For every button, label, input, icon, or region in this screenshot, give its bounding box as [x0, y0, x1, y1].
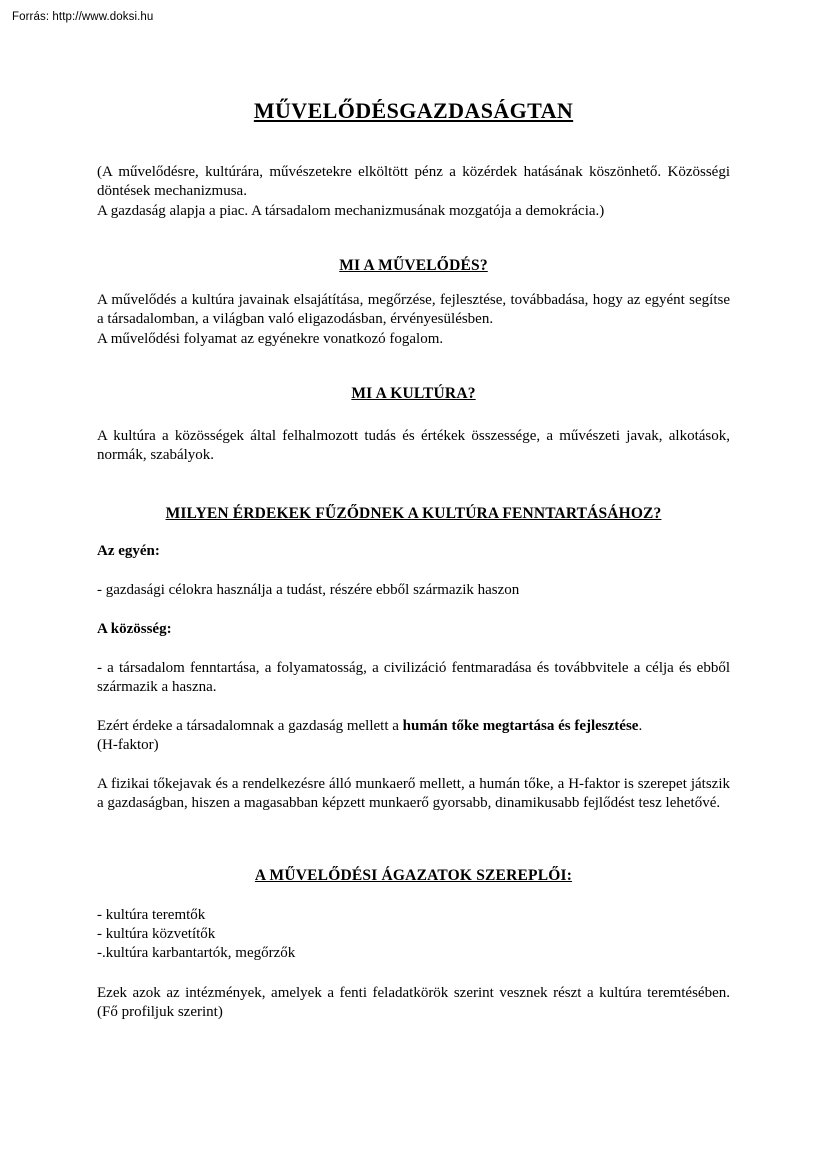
intro-paragraph: (A művelődésre, kultúrára, művészetekre elköltött pénz a közérdek hatásának köszönhető. Közösségi döntések mechanizmusa.: [97, 164, 730, 200]
page-title: MŰVELŐDÉSGAZDASÁGTAN: [253, 98, 574, 123]
section-paragraph-kultura: A kultúra a közösségek által felhalmozott tudás és értékek összessége, a művészeti javak, alkotások, normák, szabályok.: [97, 428, 730, 464]
paragraph-human-toke-post: .: [638, 718, 643, 734]
paragraph-fizikai-tokejavak: A fizikai tőkejavak és a rendelkezésre álló munkaerő mellett, a humán tőke, a H-faktor is szerepet játszik a gazdaságban, hiszen a magasabban képzett munkaerő gyorsabb, dinamikusabb fejlődést tesz lehetővé.: [97, 776, 730, 812]
intro-paragraph-line3: A gazdaság alapja a piac. A társadalom mechanizmusának mozgatója a demokrácia.): [97, 203, 605, 219]
section-heading-mi-a-muvelodes: MI A MŰVELŐDÉS?: [339, 257, 488, 274]
paragraph-h-faktor: (H-faktor): [97, 737, 159, 753]
paragraph-human-toke: [97, 717, 730, 736]
sublabel-az-egyen: Az egyén:: [97, 543, 160, 559]
sublabel-a-kozosseg: A közösség:: [97, 621, 172, 637]
closing-paragraph: Ezek azok az intézmények, amelyek a fenti feladatkörök szerint vesznek részt a kultúra teremtésében. (Fő profiljuk szerint): [97, 985, 730, 1021]
section-paragraph-muvelodes: A művelődés a kultúra javainak elsajátítása, megőrzése, fejlesztése, továbbadása, hogy az egyént segítse a társadalomban, a világban való eligazodásban, érvényesülésben.: [97, 292, 730, 328]
sub2-text-kozosseg: - a társadalom fenntartása, a folyamatosság, a civilizáció fentmaradása és továbbvitele a célja és ebből származik a haszna.: [97, 660, 730, 696]
section-heading-agazatok-szereploi: A MŰVELŐDÉSI ÁGAZATOK SZEREPLŐI:: [254, 867, 573, 884]
list-item: - kultúra teremtők: [97, 907, 206, 923]
paragraph-human-toke-pre: Ezért érdeke a társadalomnak a gazdaság mellett a: [97, 718, 403, 734]
section-heading-milyen-erdekek: MILYEN ÉRDEKEK FŰZŐDNEK A KULTÚRA FENNTARTÁSÁHOZ?: [165, 505, 662, 522]
list-item: -.kultúra karbantartók, megőrzők: [97, 945, 296, 961]
list-item: - kultúra közvetítők: [97, 926, 216, 942]
section-heading-mi-a-kultura: MI A KULTÚRA?: [351, 385, 476, 402]
source-url-label: Forrás: http://www.doksi.hu: [12, 11, 154, 23]
section-paragraph-muvelodes-2: A művelődési folyamat az egyénekre vonatkozó fogalom.: [97, 331, 444, 347]
sub1-text-egyen: - gazdasági célokra használja a tudást, részére ebből származik haszon: [97, 582, 520, 598]
paragraph-human-toke-bold: humán tőke megtartása és fejlesztése: [402, 718, 639, 734]
